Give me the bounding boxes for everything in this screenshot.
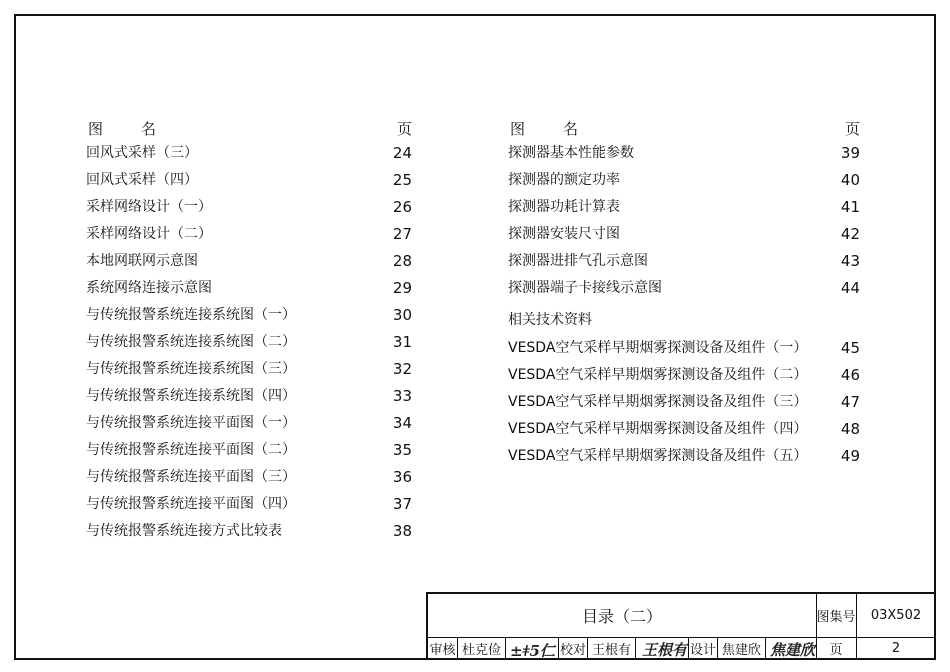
- toc-entry-page: 47: [840, 393, 860, 411]
- toc-entry-page: 36: [392, 468, 412, 486]
- reviewer-name: 杜克俭: [458, 637, 506, 660]
- toc-entry-title: 与传统报警系统连接系统图（一）: [86, 307, 296, 323]
- toc-entry: [86, 275, 412, 302]
- toc-entry: [508, 335, 860, 362]
- toc-entry-page: 35: [392, 441, 412, 459]
- toc-entry: [86, 518, 412, 545]
- toc-entry-title: 探测器进排气孔示意图: [508, 253, 648, 269]
- toc-entry-title: 回风式采样（四）: [86, 172, 198, 188]
- toc-entry: [508, 416, 860, 443]
- page-number: 2: [891, 641, 901, 656]
- toc-entry-title: 与传统报警系统连接系统图（四）: [86, 388, 296, 404]
- toc-entry-page: 41: [840, 198, 860, 216]
- toc-entry: [508, 221, 860, 248]
- toc-entry-title: VESDA空气采样早期烟雾探测设备及组件（五）: [508, 448, 808, 464]
- page-label: 页: [829, 643, 843, 658]
- toc-entry: [86, 464, 412, 491]
- toc-entry-title: 回风式采样（三）: [86, 145, 198, 161]
- toc-entry-page: 33: [392, 387, 412, 405]
- toc-header: [86, 118, 412, 140]
- toc-entry-title: 与传统报警系统连接平面图（四）: [86, 496, 296, 512]
- toc-entry: [86, 410, 412, 437]
- toc-entry: [508, 167, 860, 194]
- header-name: 图名: [510, 120, 617, 138]
- review-label: 审核: [428, 637, 458, 660]
- toc-entry: [86, 248, 412, 275]
- toc-entry: [86, 221, 412, 248]
- toc-entry-title: VESDA空气采样早期烟雾探测设备及组件（三）: [508, 394, 808, 410]
- toc-entry-title: 与传统报警系统连接平面图（一）: [86, 415, 296, 431]
- toc-entry-title: 探测器功耗计算表: [508, 199, 620, 215]
- toc-entry: [86, 437, 412, 464]
- design-label: 设计: [688, 637, 718, 660]
- toc-entry-title: 探测器基本性能参数: [508, 145, 634, 161]
- toc-entry-title: 与传统报警系统连接平面图（二）: [86, 442, 296, 458]
- toc-entry-page: 32: [392, 360, 412, 378]
- toc-entry: [508, 443, 860, 470]
- toc-entry-page: 44: [840, 279, 860, 297]
- check-label: 校对: [558, 637, 588, 660]
- toc-entry: [508, 362, 860, 389]
- toc-entry-page: 37: [392, 495, 412, 513]
- toc-entry: [86, 167, 412, 194]
- toc-entry: [508, 389, 860, 416]
- toc-right-column: [508, 118, 860, 470]
- toc-entry-page: 31: [392, 333, 412, 351]
- toc-entry-title: 采样网络设计（一）: [86, 199, 212, 215]
- toc-entry: [86, 356, 412, 383]
- toc-entry-page: 40: [840, 171, 860, 189]
- header-name: 图名: [88, 120, 195, 138]
- toc-entry-title: VESDA空气采样早期烟雾探测设备及组件（一）: [508, 340, 808, 356]
- toc-entry-title: 与传统报警系统连接系统图（三）: [86, 361, 296, 377]
- checker-signature: 王根有: [642, 641, 688, 659]
- toc-entry: [86, 302, 412, 329]
- toc-entry: [508, 275, 860, 302]
- toc-entry-title: 探测器的额定功率: [508, 172, 620, 188]
- toc-entry-page: 43: [840, 252, 860, 270]
- toc-entry-page: 25: [392, 171, 412, 189]
- toc-entry-page: 28: [392, 252, 412, 270]
- toc-entry-page: 46: [840, 366, 860, 384]
- toc-entry: [86, 194, 412, 221]
- section-title: 相关技术资料: [508, 312, 592, 328]
- toc-entry-title: 系统网络连接示意图: [86, 280, 212, 296]
- toc-entry-title: 与传统报警系统连接平面图（三）: [86, 469, 296, 485]
- drawing-title: 目录（二）: [581, 607, 662, 626]
- toc-entry-title: 与传统报警系统连接方式比较表: [86, 523, 282, 539]
- atlas-number: 03X502: [870, 608, 922, 623]
- toc-entry-title: 探测器端子卡接线示意图: [508, 280, 662, 296]
- toc-entry-title: VESDA空气采样早期烟雾探测设备及组件（二）: [508, 367, 808, 383]
- toc-entry: [86, 329, 412, 356]
- designer-signature: 焦建欣: [770, 641, 816, 659]
- checker-name: 王根有: [588, 637, 636, 660]
- title-block: [426, 592, 936, 660]
- toc-entry-title: 采样网络设计（二）: [86, 226, 212, 242]
- toc-entry-page: 26: [392, 198, 412, 216]
- toc-entry-title: 探测器安装尺寸图: [508, 226, 620, 242]
- toc-entry: [86, 491, 412, 518]
- toc-header: [508, 118, 860, 140]
- toc-entry-page: 29: [392, 279, 412, 297]
- toc-entry-page: 30: [392, 306, 412, 324]
- toc-entry-page: 39: [840, 144, 860, 162]
- toc-entry-page: 48: [840, 420, 860, 438]
- toc-entry-page: 45: [840, 339, 860, 357]
- toc-entry-title: 与传统报警系统连接系统图（二）: [86, 334, 296, 350]
- toc-entry-title: 本地网联网示意图: [86, 253, 198, 269]
- toc-entry: [86, 383, 412, 410]
- toc-entry: [508, 194, 860, 221]
- toc-entry: [508, 248, 860, 275]
- designer-name: 焦建欣: [718, 637, 766, 660]
- toc-left-column: [86, 118, 412, 545]
- header-page: 页: [396, 120, 412, 138]
- toc-entry-page: 42: [840, 225, 860, 243]
- toc-entry-page: 24: [392, 144, 412, 162]
- header-page: 页: [844, 120, 860, 138]
- toc-entry-page: 38: [392, 522, 412, 540]
- reviewer-signature: ±ǂ5仁: [510, 642, 555, 660]
- toc-entry: [86, 140, 412, 167]
- atlas-label: 图集号: [816, 610, 856, 625]
- toc-entry-title: VESDA空气采样早期烟雾探测设备及组件（四）: [508, 421, 808, 437]
- toc-entry-page: 27: [392, 225, 412, 243]
- toc-entry-page: 34: [392, 414, 412, 432]
- toc-entry: [508, 140, 860, 167]
- toc-entry-page: 49: [840, 447, 860, 465]
